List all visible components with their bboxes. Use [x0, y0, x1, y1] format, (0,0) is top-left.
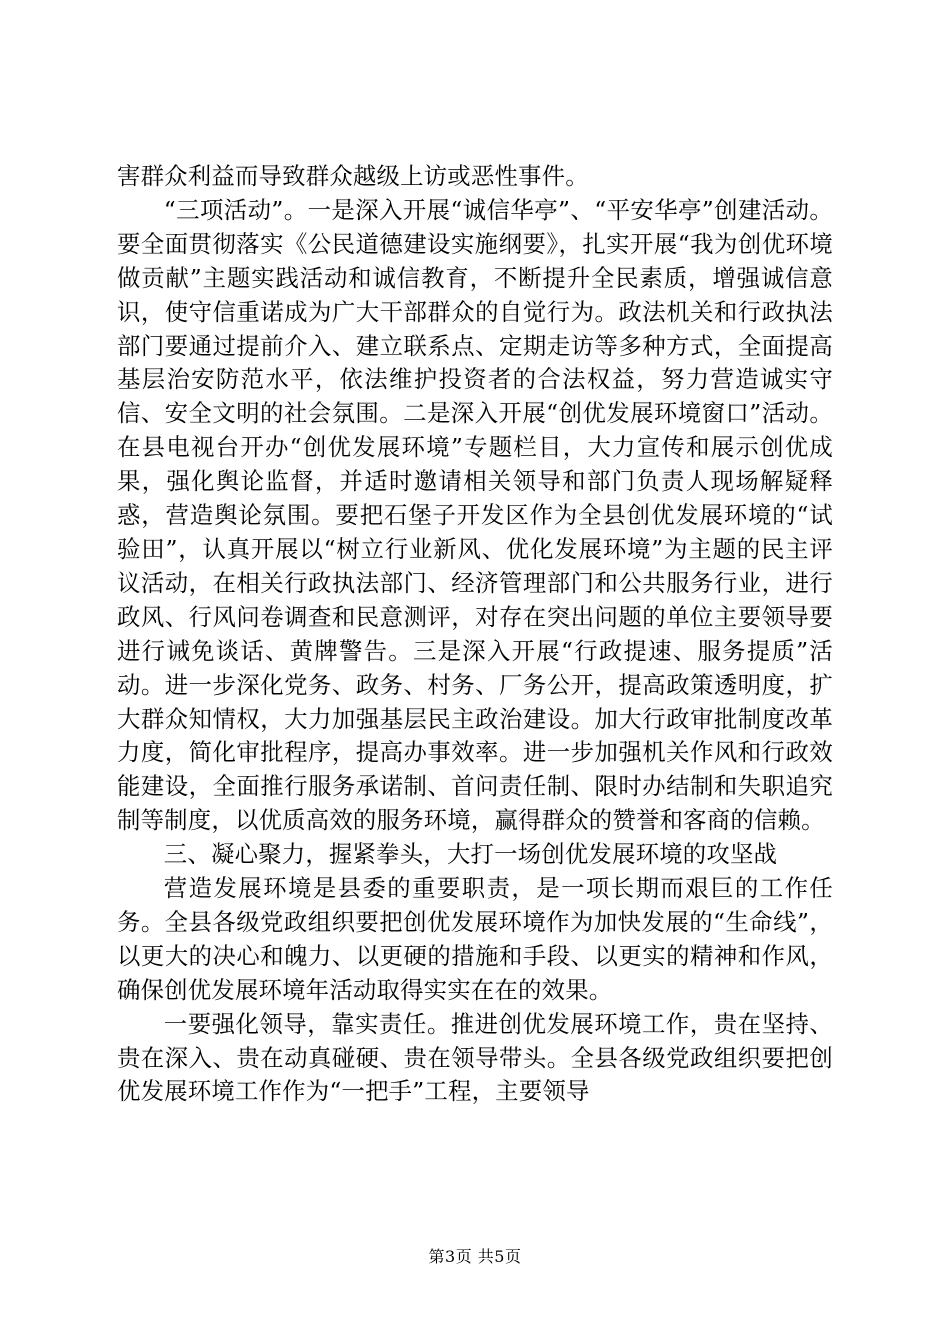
page-footer: 第3页 共5页	[428, 1247, 522, 1266]
section-heading: 三、凝心聚力，握紧拳头，大打一场创优发展环境的攻坚战	[163, 840, 778, 869]
paragraph-three-activities: “三项活动”。一是深入开展“诚信华亭”、“平安华亭”创建活动。要全面贯彻落实《公民道德建设实施纲要》，扎实开展“我为创优环境做贡献”主题实践活动和诚信教育，不断提升全民素质，增强诚信意识，使守信重诺成为广大干部群众的自觉行为。政法机关和行政执法部门要通过提前介入、建立联系点、定期走访等多种方式，全面提高基层治安防范水平，依法维护投资者的合法权益，努力营造诚实守信、安全文明的社会氛围。二是深入开展“创优发展环境窗口”活动。在县电视台开办“创优发展环境”专题栏目，大力宣传和展示创优成果，强化舆论监督，并适时邀请相关领导和部门负责人现场解疑释惑，营造舆论氛围。要把石堡子开发区作为全县创优发展环境的“试验田”，认真开展以“树立行业新风、优化发展环境”为主题的民主评议活动，在相关行政执法部门、经济管理部门和公共服务行业，进行政风、行风问卷调查和民意测评，对存在突出问题的单位主要领导要进行诫免谈话、黄牌警告。三是深入开展“行政提速、服务提质”活动。进一步深化党务、政务、村务、厂务公开，提高政策透明度，扩大群众知情权，大力加强基层民主政治建设。加大行政审批制度改革力度，简化审批程序，提高办事效率。进一步加强机关作风和行政效能建设，全面推行服务承诺制、首问责任制、限时办结制和失职追究制等制度，以优质高效的服务环境，赢得群众的赞誉和客商的信赖。	[117, 195, 833, 835]
paragraph-strengthen-leadership: 一要强化领导，靠实责任。推进创优发展环境工作，贵在坚持、贵在深入、贵在动真碰硬、贵在领导带头。全县各级党政组织要把创优发展环境工作作为“一把手”工程，主要领导	[117, 1009, 833, 1106]
document-body	[117, 160, 833, 1109]
paragraph-environment-duty: 营造发展环境是县委的重要职责，是一项长期而艰巨的工作任务。全县各级党政组织要把创优发展环境作为加快发展的“生命线”，以更大的决心和魄力、以更硬的措施和手段、以更实的精神和作风，确保创优发展环境年活动取得实实在在的效果。	[117, 874, 833, 1004]
paragraph-continuation: 害群众利益而导致群众越级上访或恶性事件。	[117, 162, 589, 190]
